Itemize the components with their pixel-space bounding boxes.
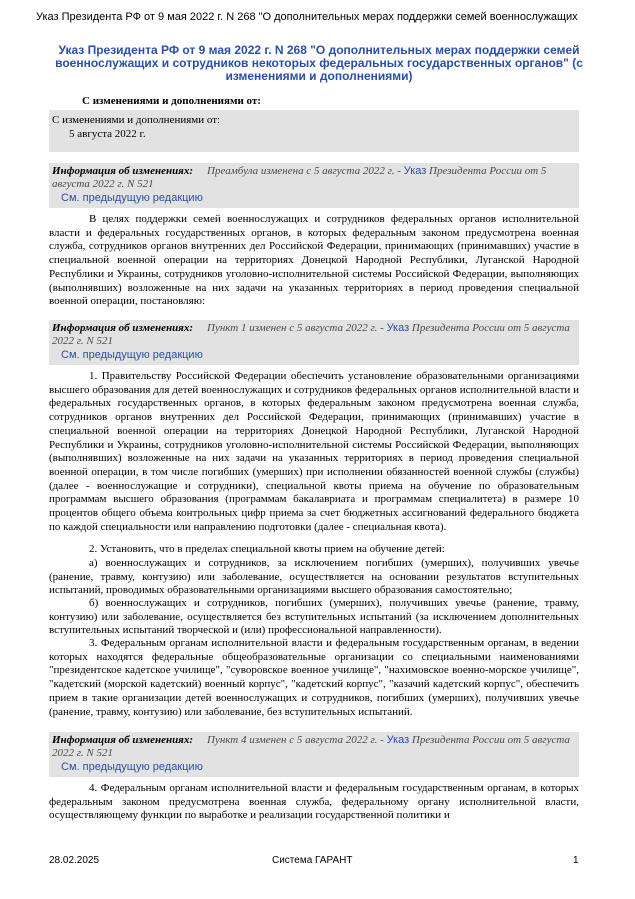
- change-info-label: Информация об изменениях:: [52, 322, 194, 334]
- previous-edition-link[interactable]: См. предыдущую редакцию: [61, 349, 203, 361]
- changes-heading: С изменениями и дополнениями от:: [82, 95, 261, 107]
- paragraph-1: 1. Правительству Российской Федерации обеспечить установление образовательными организациями высшего образования для детей военнослужащих и сотрудников федеральных органов исполнительной власти и федеральных государственных органов, в которых федеральным законом предусмотрена военная служба, сотрудников органов внутренних дел Российской Федерации, принимающих (принимавших) участие в специальной военной операции на территориях Донецкой Народной Республики, Луганской Народной Республики и Украины, сотрудников уголовно-исполнительной системы Российской Федерации, выполняющих (выполнявших) возложенные на них задачи на указанных территориях в период проведения специальной военной операции, в том числе погибших (умерших) при исполнении обязанностей военной службы (службы) (далее - военнослужащие и сотрудники), специальной квоты приема на обучение по образовательным программам высшего образования (программам бакалавриата и программам специалитета) в размере 10 процентов общего объема контрольных цифр приема за счет бюджетных ассигнований федерального бюджета по каждой специальности или направлению подготовки (далее - специальная квота).: [49, 370, 579, 533]
- decree-link[interactable]: Указ: [386, 734, 410, 746]
- paragraph-4: 4. Федеральным органам исполнительной власти и федеральным государственным органам, в которых федеральным законом предусмотрена военная служба, федеральному органу исполнительной власти, осуществляющему функции по выработке и реализации государственной политики и: [49, 782, 579, 822]
- changes-date-link[interactable]: 5 августа 2022 г.: [69, 128, 146, 140]
- previous-edition-link[interactable]: См. предыдущую редакцию: [61, 761, 203, 773]
- change-info-block: [49, 320, 579, 365]
- paragraph-2b: б) военнослужащих и сотрудников, погибших (умерших), получивших увечье (ранение, травму, контузию) или заболевание, осуществляется без вступительных испытаний (за исключением дополнительных вступительных испытаний творческой и (или) профессиональной направленности).: [49, 597, 579, 637]
- document-title: Указ Президента РФ от 9 мая 2022 г. N 268 "О дополнительных мерах поддержки семей военнослужащих и сотрудников некоторых федеральных государственных органов" (с изменениями и дополнениями): [55, 43, 583, 83]
- change-info-text-2: Президента России от 5 августа 2022 г. N 521: [52, 165, 547, 190]
- decree-link[interactable]: Указ: [403, 165, 427, 177]
- footer-date: 28.02.2025: [49, 855, 100, 866]
- change-info-block: [49, 163, 579, 208]
- changes-box-label: С изменениями и дополнениями от:: [52, 114, 221, 126]
- change-info-label: Информация об изменениях:: [52, 734, 194, 746]
- change-info-text: Преамбула изменена с 5 августа 2022 г. -: [207, 165, 401, 177]
- footer-system: Система ГАРАНТ: [272, 855, 353, 866]
- footer-page-number: 1: [573, 855, 579, 866]
- change-info-label: Информация об изменениях:: [52, 165, 194, 177]
- paragraph-3: 3. Федеральным органам исполнительной власти и федеральным государственным органам, в ведении которых находятся федеральные общеобразовательные организации со специальными наименованиями "президентское кадетское училище", "суворовское военное училище", "нахимовское военно-морское училище", "кадетский (морской кадетский) военный корпус", "кадетский корпус", "казачий кадетский корпус", обеспечить прием в такие организации детей военнослужащих и сотрудников, погибших (умерших), получивших увечье (ранение, травму, контузию) или заболевание, без вступительных испытаний.: [49, 637, 579, 718]
- change-info-text: Пункт 4 изменен с 5 августа 2022 г. -: [207, 734, 384, 746]
- change-info-text: Пункт 1 изменен с 5 августа 2022 г. -: [207, 322, 384, 334]
- previous-edition-link[interactable]: См. предыдущую редакцию: [61, 192, 203, 204]
- change-info-block: [49, 732, 579, 777]
- changes-box: [49, 110, 579, 152]
- preamble-paragraph: В целях поддержки семей военнослужащих и сотрудников федеральных органов исполнительной власти и федеральных государственных органов, в которых федеральным законом предусмотрена военная служба, сотрудников органов внутренних дел Российской Федерации, принимающих (принимавших) участие в специальной военной операции на территориях Донецкой Народной Республики, Луганской Народной Республики и Украины, сотрудников уголовно-исполнительной системы Российской Федерации, выполняющих (выполнявших) возложенные на них задачи на указанных территориях в период проведения специальной военной операции, постановляю:: [49, 213, 579, 308]
- change-info-text-2: Президента России от 5 августа 2022 г. N 521: [52, 322, 570, 347]
- paragraph-2: 2. Установить, что в пределах специальной квоты прием на обучение детей:: [89, 543, 445, 555]
- paragraph-2a: а) военнослужащих и сотрудников, за исключением погибших (умерших), получивших увечье (ранение, травму, контузию) или заболевание, осуществляется на основании результатов вступительных испытаний, проводимых образовательными организациями высшего образования самостоятельно;: [49, 557, 579, 597]
- change-info-text-2: Президента России от 5 августа 2022 г. N 521: [52, 734, 570, 759]
- running-header: Указ Президента РФ от 9 мая 2022 г. N 268 "О дополнительных мерах поддержки семей военнослужащих: [36, 11, 578, 23]
- decree-link[interactable]: Указ: [386, 322, 410, 334]
